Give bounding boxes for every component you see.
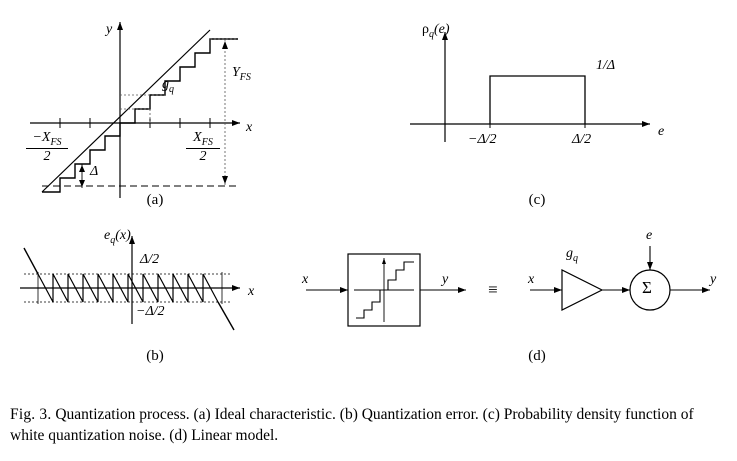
panel-b-plot	[10, 228, 310, 348]
panel-c-y-axis-label: $\rho_q(e)$	[422, 22, 450, 40]
panel-d-summation-symbol: Σ	[642, 278, 652, 297]
panel-c-label: (c)	[528, 192, 546, 208]
panel-a-yfs-label: $Y_{FS}$	[232, 65, 251, 83]
panel-a-x-axis-label: x	[246, 120, 253, 135]
panel-a-delta-label: Δ	[90, 164, 99, 179]
panel-b-quantization-error	[10, 228, 310, 348]
panel-b-x-axis-label: x	[248, 284, 255, 299]
figure-caption-text: Quantization process. (a) Ideal characteristic. (b) Quantization error. (c) Probability density function of white quantization noise. (d) Linear model.	[10, 406, 694, 444]
panel-c-noise-pdf	[400, 14, 700, 174]
panel-d-linear-model	[290, 228, 730, 352]
panel-c-x-axis-label: e	[658, 124, 665, 139]
panel-d-quantizer-output-label: y	[442, 272, 449, 287]
panel-b-neg-half-delta-label: −Δ/2	[136, 304, 165, 319]
panel-c-pdf-height-label: 1/Δ	[596, 58, 616, 73]
panel-c-pos-half-delta-tick: Δ/2	[572, 132, 592, 147]
panel-b-axis-title: $e_q(x)$	[104, 228, 131, 246]
panel-a-label: (a)	[146, 192, 164, 208]
figure-caption	[10, 404, 710, 446]
panel-a-plot	[10, 8, 300, 208]
panel-a-y-axis-label: y	[106, 22, 113, 37]
panel-d-equivalence-symbol: ≡	[488, 280, 498, 299]
panel-d-model-output-label: y	[710, 272, 717, 287]
panel-c-neg-half-delta-tick: −Δ/2	[468, 132, 497, 147]
panel-b-label: (b)	[146, 348, 164, 364]
panel-d-diagram	[290, 232, 730, 352]
panel-d-quantizer-input-label: x	[302, 272, 309, 287]
panel-d-gain-block-label: $g_q$	[566, 246, 578, 264]
figure-caption-number: Fig. 3.	[10, 406, 52, 423]
panel-a-ideal-characteristic	[10, 8, 300, 208]
panel-d-noise-source-label: e	[646, 228, 653, 243]
panel-b-pos-half-delta-label: Δ/2	[140, 252, 160, 267]
panel-a-pos-xfs-fraction: $X_{FS}$ 2	[186, 130, 220, 165]
panel-d-model-input-label: x	[528, 272, 535, 287]
panel-a-neg-xfs-fraction: $-X_{FS}$ 2	[26, 130, 68, 165]
panel-a-gain-label: $g_q$	[162, 77, 174, 95]
panel-d-label: (d)	[528, 348, 546, 364]
